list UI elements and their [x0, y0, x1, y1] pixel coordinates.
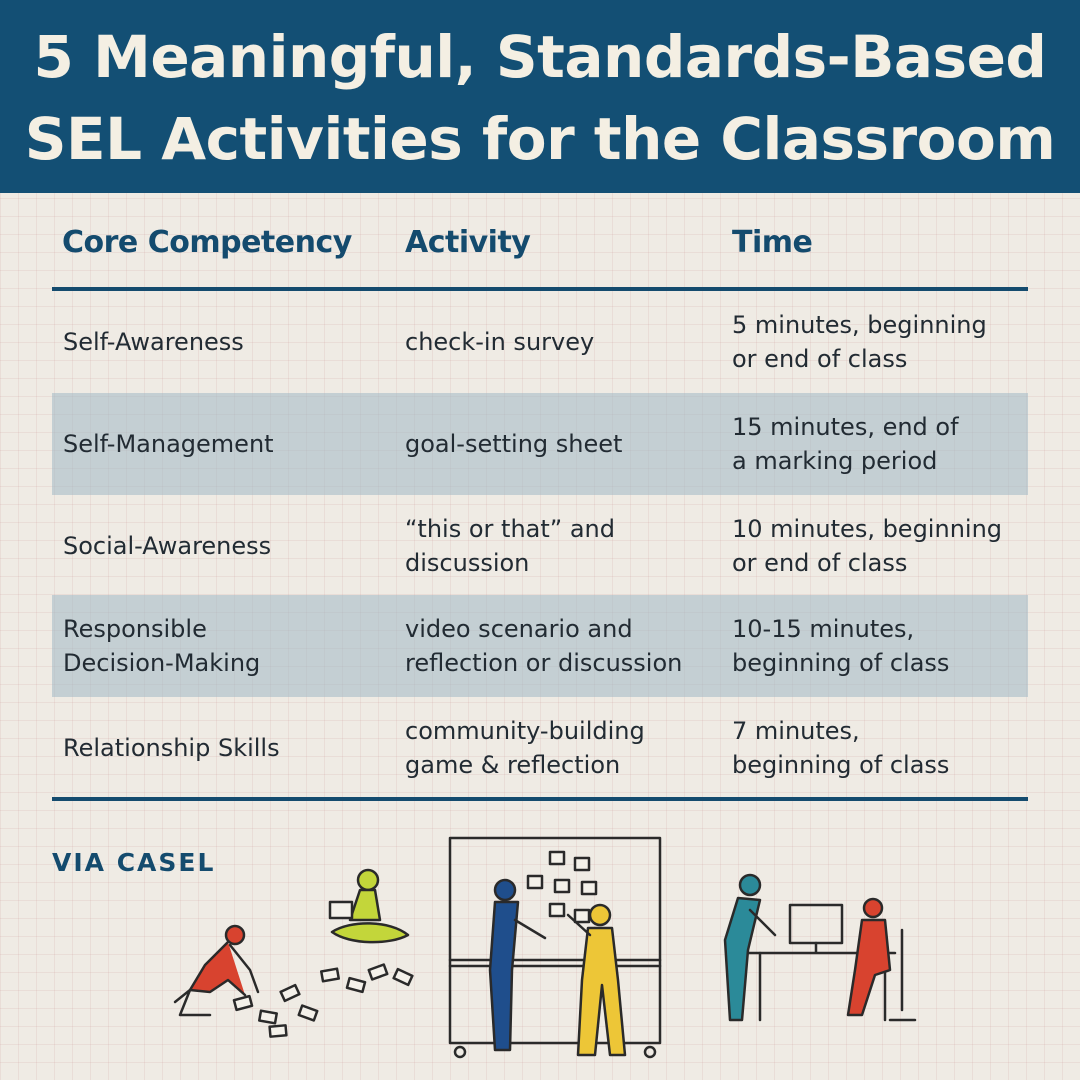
time-cell: 5 minutes, beginning or end of class [732, 311, 987, 373]
time-cell: 15 minutes, end of a marking period [732, 413, 959, 475]
whiteboard-icon [450, 838, 660, 1057]
paper-sheets-icon [234, 965, 412, 1037]
source-credit: VIA CASEL [52, 848, 216, 877]
table-row [52, 291, 1028, 393]
column-header-competency: Core Competency [62, 225, 352, 260]
competency-cell: Self-Management [63, 430, 274, 458]
seated-student-figure [848, 899, 915, 1020]
classroom-illustration [150, 820, 930, 1075]
sitting-student-figure [330, 870, 408, 942]
table-row [52, 495, 1028, 597]
table-bottom-rule [52, 797, 1028, 801]
column-header-time: Time [732, 225, 813, 260]
writing-person-figure [568, 905, 625, 1055]
competency-cell: Social-Awareness [63, 532, 272, 560]
activity-cell: check-in survey [405, 328, 595, 356]
activity-cell: “this or that” and discussion [405, 515, 615, 577]
title-line-2: SEL Activities for the Classroom [24, 105, 1056, 173]
table-row [52, 697, 1028, 799]
title-line-1: 5 Meaningful, Standards-Based [33, 23, 1047, 91]
competency-cell: Responsible Decision-Making [63, 615, 261, 677]
activity-cell: goal-setting sheet [405, 430, 623, 458]
standing-teacher-figure [725, 875, 775, 1020]
table-row [52, 393, 1028, 495]
time-cell: 10 minutes, beginning or end of class [732, 515, 1003, 577]
competency-cell: Relationship Skills [63, 734, 280, 762]
sticky-notes-icon [528, 852, 596, 922]
table-row [52, 595, 1028, 697]
time-cell: 7 minutes, beginning of class [732, 717, 950, 779]
column-header-activity: Activity [405, 225, 531, 260]
title-banner [0, 0, 1080, 193]
activity-cell: video scenario and reflection or discussion [405, 615, 683, 677]
competency-cell: Self-Awareness [63, 328, 244, 356]
time-cell: 10-15 minutes, beginning of class [732, 615, 950, 677]
activity-cell: community-building game & reflection [405, 717, 645, 779]
